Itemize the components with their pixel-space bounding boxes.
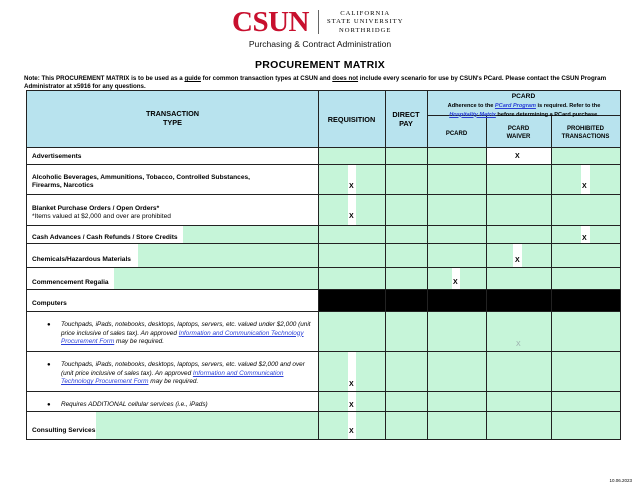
mark-consulting-requisition: X [349,428,354,435]
row-cash-advances: Cash Advances / Cash Refunds / Store Credits [32,234,178,241]
row-cellular-services: Requires ADDITIONAL cellular services (i.e., iPads) [61,401,208,408]
row-computers-over-2000: Touchpads, iPads, notebooks, desktops, laptops, servers, etc. valued $2,000 and over (unit price inclusive of sales tax). An approved Information and Communication Technology Procurement Form may be required. [61,361,305,386]
mark-chemicals-pcard-waiver: X [515,257,520,264]
usage-note: Note: This PROCUREMENT MATRIX is to be used as a guide for common transaction types at CSUN and does not include every scenario for use by CSUN's PCard. Please contact the CSUN Program Administrator at x5916 for any questions. [24,75,607,90]
column-header-pcard-waiver: PCARD WAIVER [506,126,531,140]
pcard-program-link[interactable]: PCard Program [494,103,536,109]
logo-divider [318,10,319,34]
mark-cash-prohibited: X [582,235,587,242]
mark-blanket-requisition: X [349,213,354,220]
bullet-marker: ● [47,362,51,368]
row-computers: Computers [32,300,67,307]
logo-university-name: CALIFORNIA STATE UNIVERSITY NORTHRIDGE [327,10,404,34]
row-chemicals: Chemicals/Hazardous Materials [32,256,131,263]
row-alcohol: Alcoholic Beverages, Ammunitions, Tobacco, Controlled Substances, Firearms, Narcotics [32,174,251,190]
mark-cellular-requisition: X [349,402,354,409]
mark-computers-under-pcard-waiver: X [516,341,521,348]
row-consulting-services: Consulting Services [32,427,96,434]
bullet-marker: ● [47,402,51,408]
column-header-direct-pay: DIRECT PAY [392,110,420,128]
column-header-pcard: PCARD [445,131,468,137]
pcard-adherence-note: Adherence to the PCard Program is required. Refer to the Hospitality Matrix before determining a PCard purchase. [447,103,601,118]
revision-date: 10.06.2023 [609,478,632,483]
mark-computers-over-requisition: X [349,381,354,388]
column-header-requisition: REQUISITION [327,115,376,124]
row-computers-under-2000: Touchpads, iPads, notebooks, desktops, laptops, servers, etc. valued under $2,000 (unit price inclusive of sales tax). An approved Information and Communication Technology Procurement Form may be required. [61,321,311,346]
logo-wordmark: CSUN [232,6,309,38]
ict-procurement-form-link[interactable]: Information and Communication Technology Procurement Form [61,369,284,386]
bullet-marker: ● [47,322,51,328]
column-group-pcard: PCARD [511,93,536,100]
row-blanket-orders: Blanket Purchase Orders / Open Orders* *Items valued at $2,000 and over are prohibited [32,205,171,221]
page-title: PROCUREMENT MATRIX [254,59,386,71]
mark-regalia-pcard: X [453,279,458,286]
row-commencement-regalia: Commencement Regalia [32,279,109,286]
mark-advertisements-pcard-waiver: X [515,153,520,160]
ict-procurement-form-link[interactable]: Information and Communication Technology Procurement Form [61,329,304,346]
mark-alcohol-requisition: X [349,183,354,190]
department-name: Purchasing & Contract Administration [248,39,392,49]
row-advertisements: Advertisements [32,153,82,160]
hospitality-matrix-link[interactable]: Hospitality Matrix [449,111,496,118]
column-header-transaction-type: TRANSACTION TYPE [145,109,200,127]
column-header-prohibited: PROHIBITED TRANSACTIONS [561,126,610,140]
mark-alcohol-prohibited: X [582,183,587,190]
csun-logo [232,8,412,36]
